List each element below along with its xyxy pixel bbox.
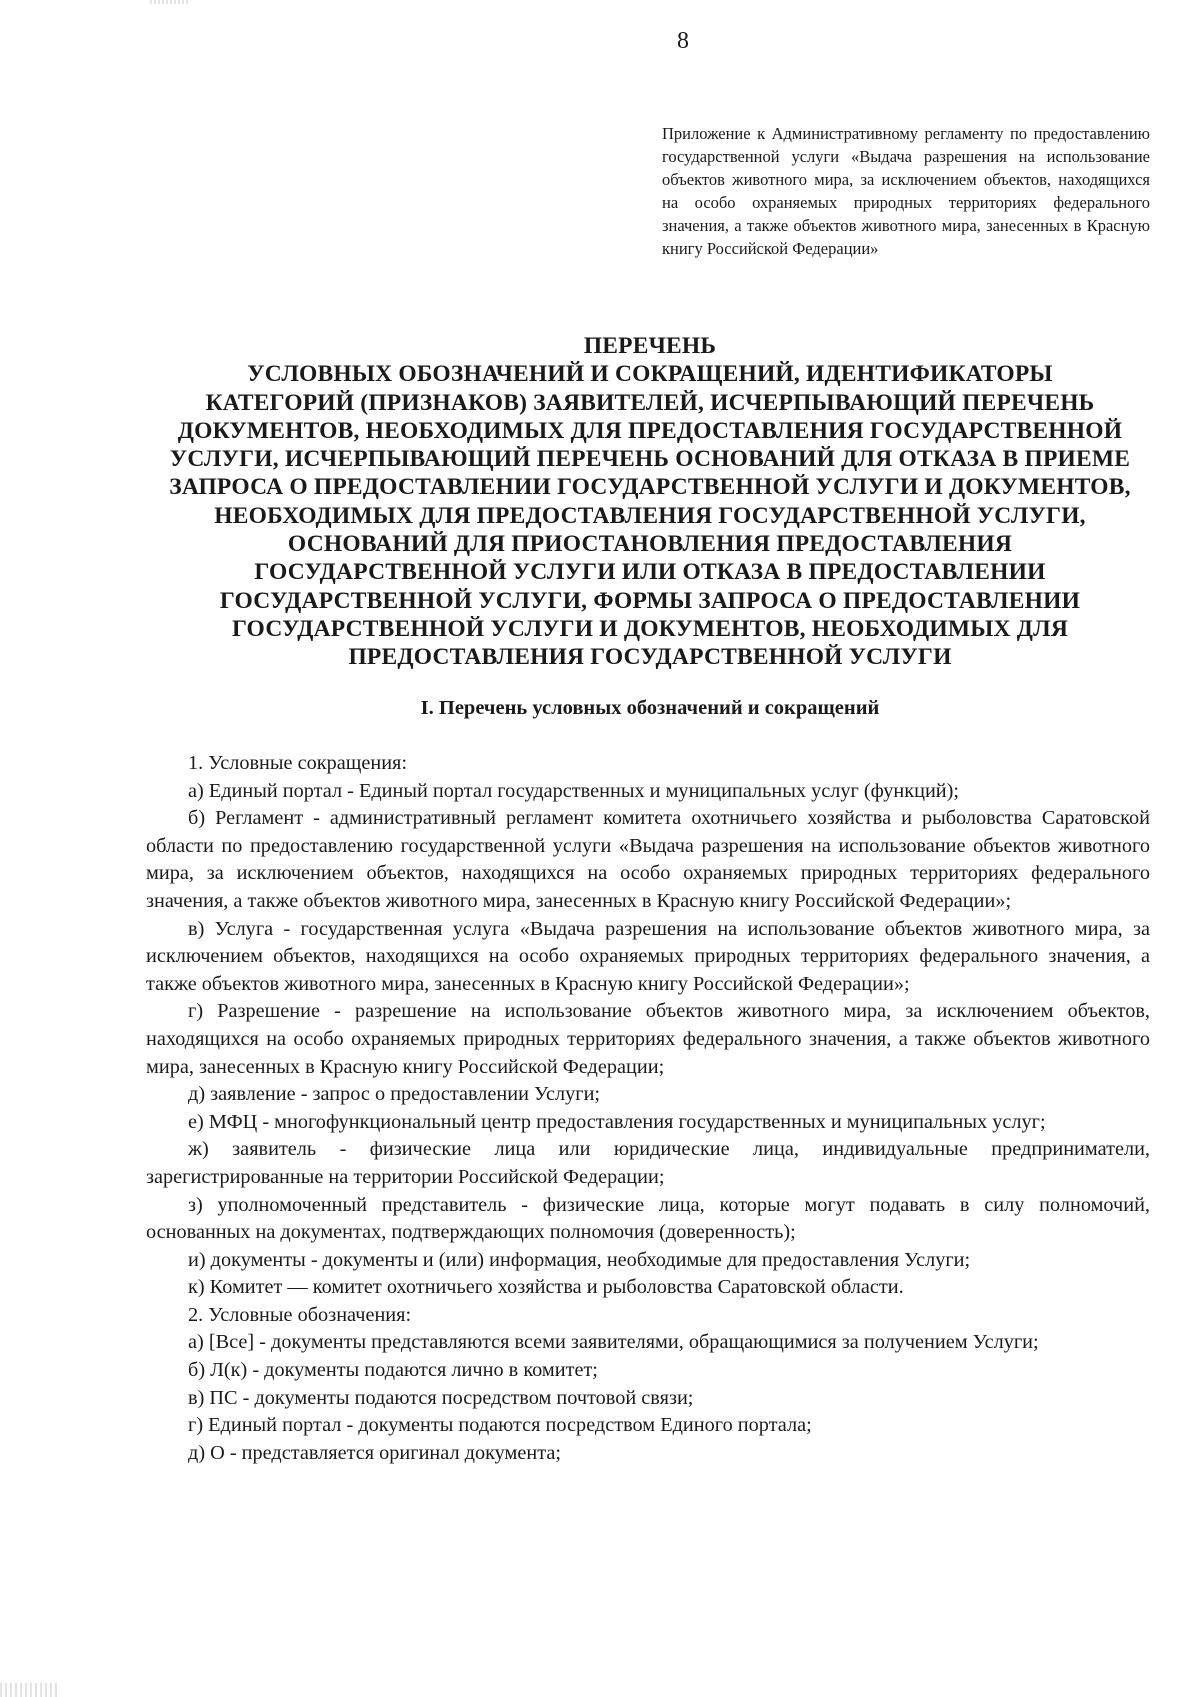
paragraph: в) ПС - документы подаются посредством почтовой связи; bbox=[188, 1386, 694, 1409]
paragraph: 1. Условные сокращения: bbox=[188, 752, 408, 774]
paragraph: д) О - представляется оригинал документа; bbox=[188, 1441, 561, 1464]
paragraph: и) документы - документы и (или) информация, необходимые для предоставления Услуги; bbox=[188, 1248, 971, 1271]
title-line: УСЛУГИ, ИСЧЕРПЫВАЮЩИЙ ПЕРЕЧЕНЬ ОСНОВАНИЙ ДЛЯ ОТКАЗА В ПРИЕМЕ bbox=[169, 446, 1131, 473]
paragraph: в) Услуга - государственная услуга «Выдача разрешения на использование объектов животного мира, за исключением объектов, находящихся на особо охраняемых природных территориях федерального значения, а также объектов животного мира, занесенных в Красную книгу Российской Федерации»; bbox=[146, 917, 1150, 995]
paragraph: а) [Все] - документы представляются всеми заявителями, обращающимися за получением Услуги; bbox=[188, 1331, 1039, 1354]
paragraph: г) Разрешение - разрешение на использование объектов животного мира, за исключением объектов, находящихся на особо охраняемых природных территориях федерального значения, а также объектов животного мира, занесенных в Красную книгу Российской Федерации; bbox=[146, 1000, 1150, 1078]
title-line: ГОСУДАРСТВЕННОЙ УСЛУГИ ИЛИ ОТКАЗА В ПРЕДОСТАВЛЕНИИ bbox=[254, 559, 1046, 586]
document-title bbox=[140, 332, 1160, 672]
page-number: 8 bbox=[677, 28, 689, 54]
title-line: ЗАПРОСА О ПРЕДОСТАВЛЕНИИ ГОСУДАРСТВЕННОЙ УСЛУГИ И ДОКУМЕНТОВ, bbox=[169, 474, 1131, 501]
title-line: ОСНОВАНИЙ ДЛЯ ПРИОСТАНОВЛЕНИЯ ПРЕДОСТАВЛЕНИЯ bbox=[287, 531, 1013, 558]
title-line: ПЕРЕЧЕНЬ bbox=[583, 333, 717, 359]
scan-artifact bbox=[150, 0, 190, 4]
body-text bbox=[146, 750, 1150, 1467]
title-line: УСЛОВНЫХ ОБОЗНАЧЕНИЙ И СОКРАЩЕНИЙ, ИДЕНТИФИКАТОРЫ bbox=[247, 361, 1053, 388]
paragraph: е) МФЦ - многофункциональный центр предоставления государственных и муниципальных услуг; bbox=[188, 1110, 1046, 1133]
title-line: ГОСУДАРСТВЕННОЙ УСЛУГИ И ДОКУМЕНТОВ, НЕОБХОДИМЫХ ДЛЯ bbox=[231, 615, 1068, 642]
section-heading: I. Перечень условных обозначений и сокращений bbox=[420, 697, 880, 719]
paragraph: г) Единый портал - документы подаются посредством Единого портала; bbox=[188, 1414, 812, 1437]
title-line: ПРЕДОСТАВЛЕНИЯ ГОСУДАРСТВЕННОЙ УСЛУГИ bbox=[348, 644, 952, 671]
title-line: КАТЕГОРИЙ (ПРИЗНАКОВ) ЗАЯВИТЕЛЕЙ, ИСЧЕРПЫВАЮЩИЙ ПЕРЕЧЕНЬ bbox=[205, 389, 1095, 416]
paragraph: 2. Условные обозначения: bbox=[188, 1303, 412, 1326]
paragraph: к) Комитет — комитет охотничьего хозяйства и рыболовства Саратовской области. bbox=[188, 1276, 904, 1299]
paragraph: а) Единый портал - Единый портал государственных и муниципальных услуг (функций); bbox=[188, 779, 960, 802]
title-line: ГОСУДАРСТВЕННОЙ УСЛУГИ, ФОРМЫ ЗАПРОСА О ПРЕДОСТАВЛЕНИИ bbox=[219, 587, 1081, 614]
paragraph: б) Л(к) - документы подаются лично в комитет; bbox=[188, 1359, 598, 1382]
paragraph: з) уполномоченный представитель - физические лица, которые могут подавать в силу полномочий, основанных на документах, подтверждающих полномочия (доверенность); bbox=[146, 1193, 1150, 1244]
paragraph: ж) заявитель - физические лица или юридические лица, индивидуальные предприниматели, зарегистрированные на территории Российской Федерации; bbox=[146, 1138, 1150, 1188]
annex-note: Приложение к Административному регламенту по предоставлению государственной услуги «Выдача разрешения на использование объектов животного мира, за исключением объектов, находящихся на особо охраняемых природных территориях федерального значения, а также объектов животного мира, занесенных в Красную книгу Российской Федерации» bbox=[662, 124, 1150, 258]
paragraph: б) Регламент - административный регламент комитета охотничьего хозяйства и рыболовства Саратовской области по предоставлению государственной услуги «Выдача разрешения на использование объектов животного мира, за исключением объектов, находящихся на особо охраняемых природных территориях федерального значения, а также объектов животного мира, занесенных в Красную книгу Российской Федерации»; bbox=[146, 807, 1150, 912]
title-line: НЕОБХОДИМЫХ ДЛЯ ПРЕДОСТАВЛЕНИЯ ГОСУДАРСТВЕННОЙ УСЛУГИ, bbox=[214, 502, 1086, 529]
paragraph: д) заявление - запрос о предоставлении Услуги; bbox=[188, 1083, 601, 1106]
scan-artifact bbox=[0, 1683, 60, 1697]
title-line: ДОКУМЕНТОВ, НЕОБХОДИМЫХ ДЛЯ ПРЕДОСТАВЛЕНИЯ ГОСУДАРСТВЕННОЙ bbox=[177, 417, 1123, 444]
